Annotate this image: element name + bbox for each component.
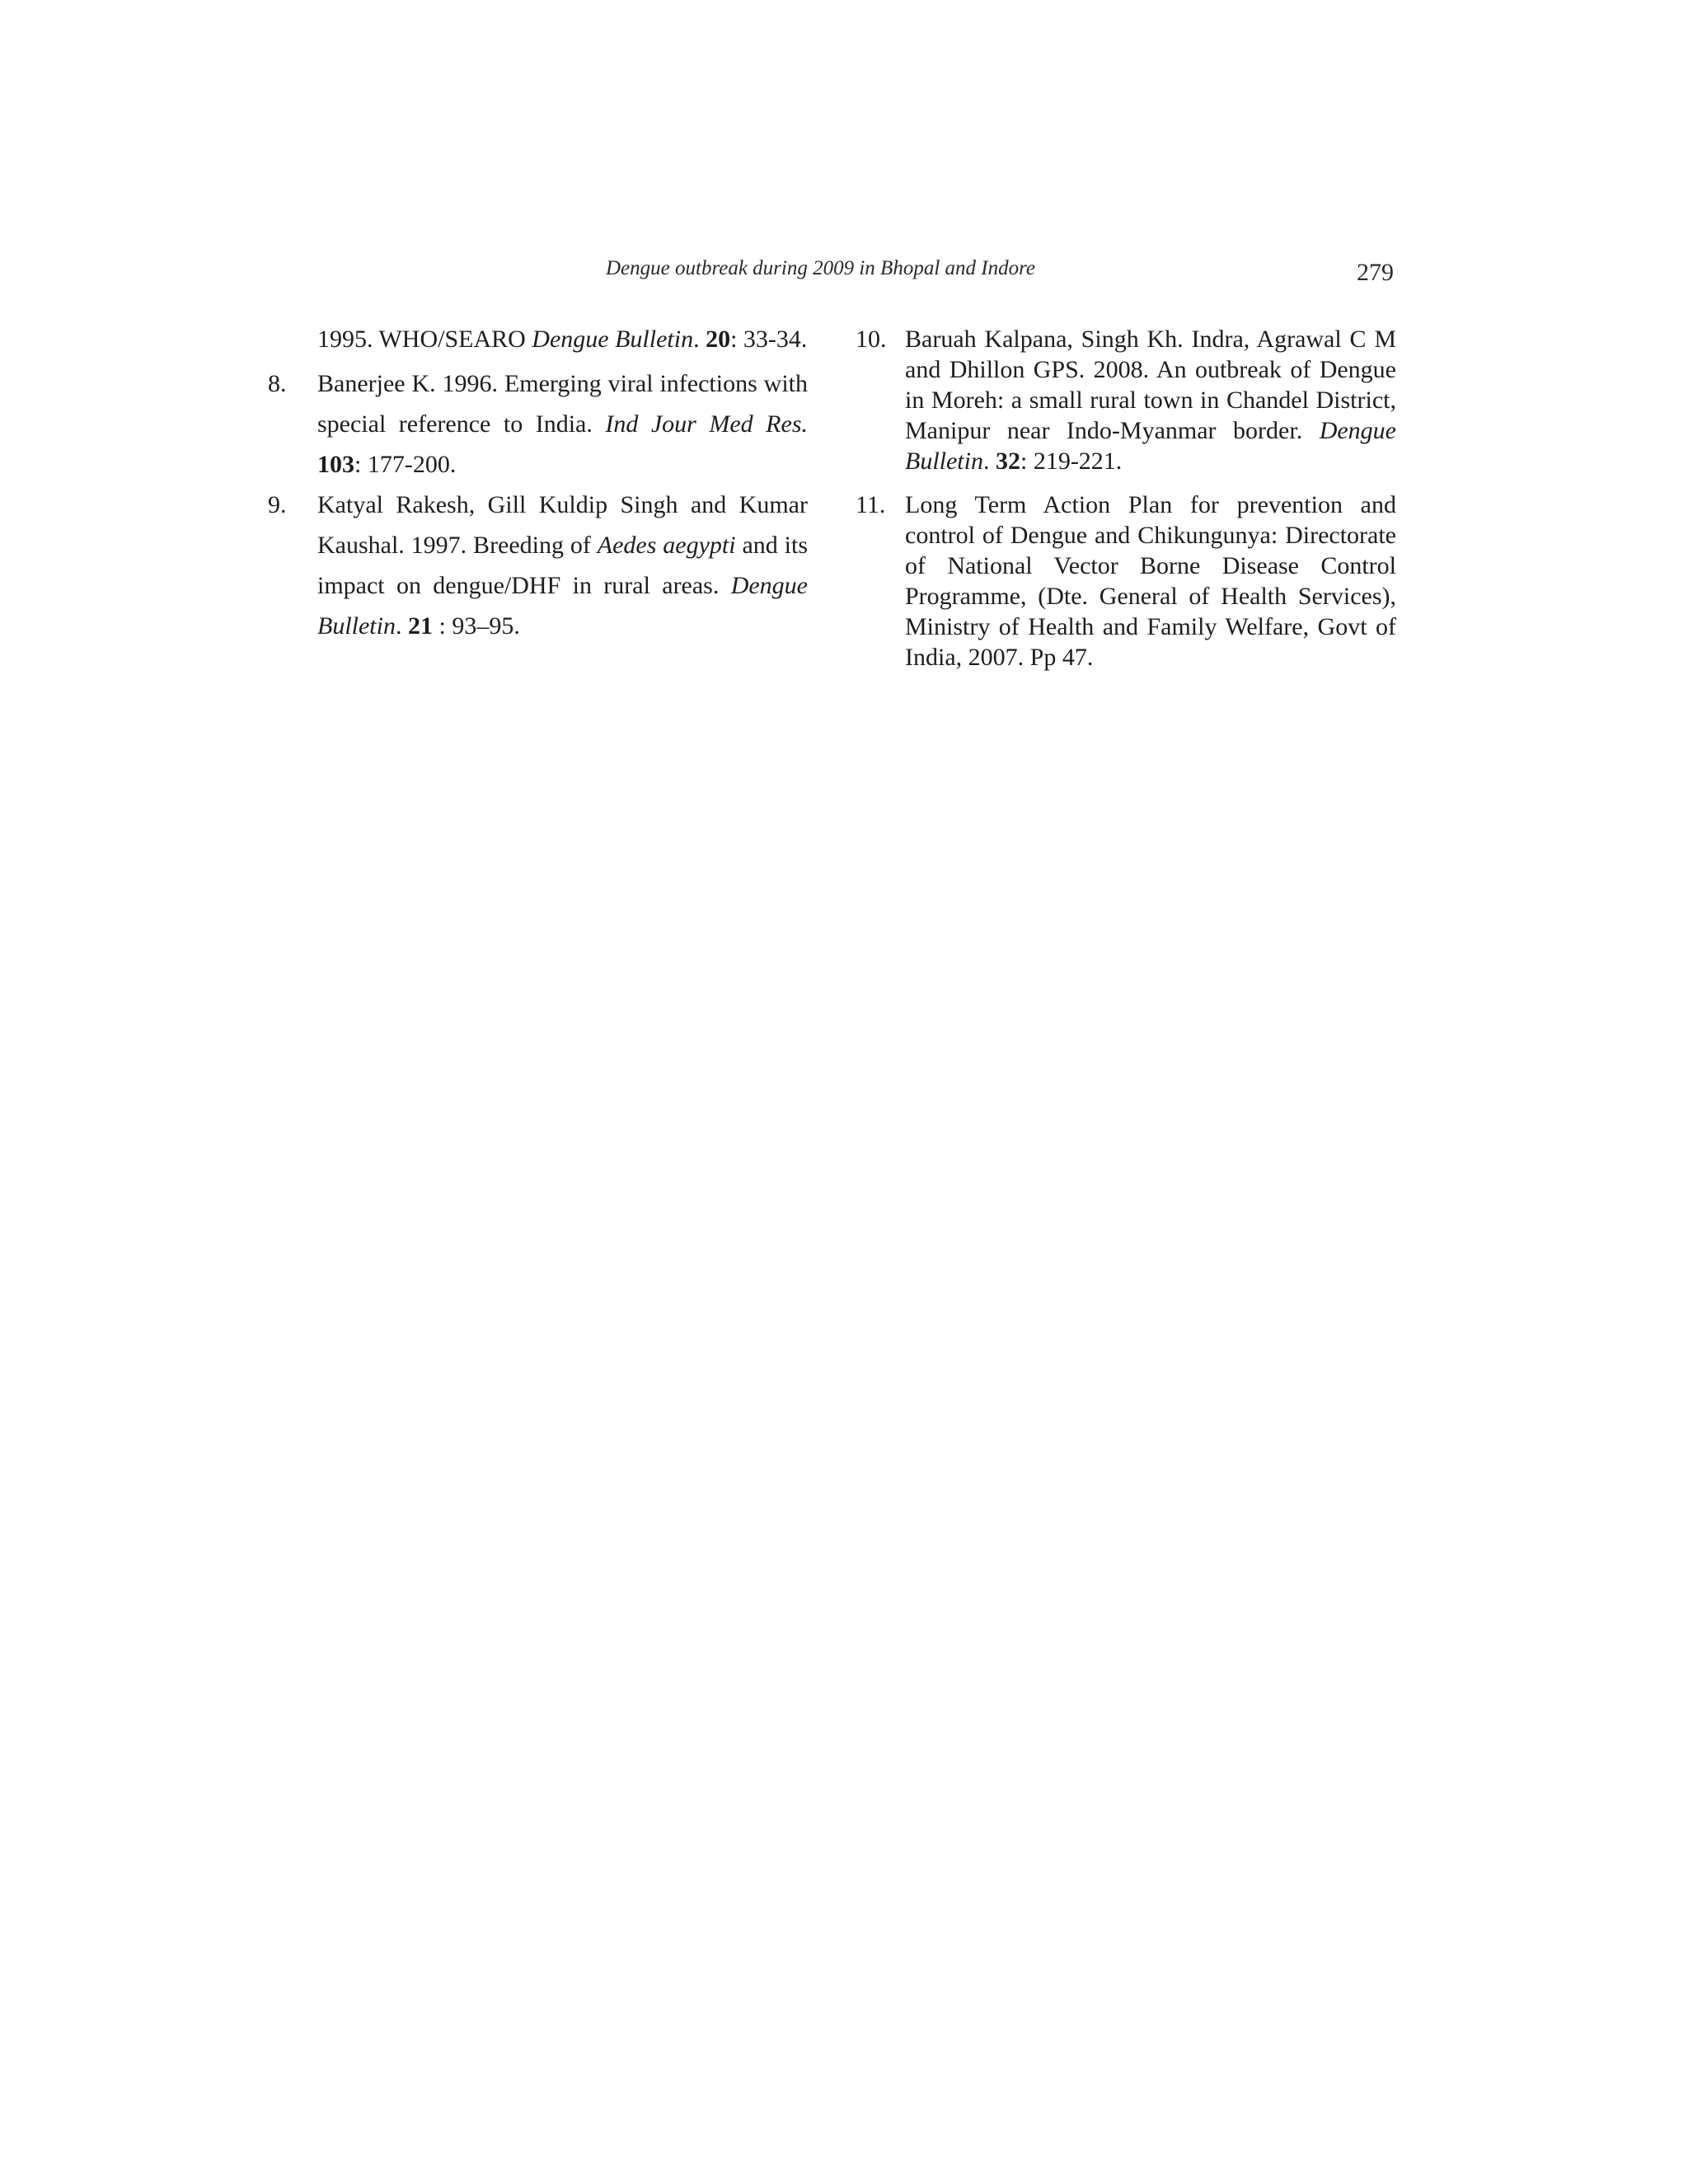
ref11-text: Long Term Action Plan for prevention and control of Dengue and Chikungunya: Directorate of National Vector Borne Disease Control Programme, (Dte. General of Health Services), Ministry of Health and Family Welfare, Govt of India, 2007. Pp 47.	[905, 491, 1396, 671]
ref7-pages: : 33-34.	[730, 326, 808, 353]
ref8-volume: 103	[317, 451, 354, 478]
ref9-text-a: Katyal Rakesh, Gill Kuldip Singh and Kumar Kaushal. 1997. Breeding of	[317, 491, 808, 559]
ref8-pages: : 177-200.	[354, 451, 457, 478]
ref8-journal: Ind Jour Med Res.	[605, 410, 808, 438]
ref10-text: Baruah Kalpana, Singh Kh. Indra, Agrawal C M and Dhillon GPS. 2008. An outbreak of Dengue in Moreh: a small rural town in Chandel District, Manipur near Indo-Myanmar border.	[905, 326, 1396, 444]
ref10-sep: .	[982, 448, 996, 475]
reference-7-continuation	[268, 324, 808, 354]
ref11-number: 11.	[856, 491, 886, 518]
right-column	[856, 324, 1396, 673]
reference-11	[856, 490, 1396, 673]
page-number: 279	[1357, 259, 1394, 286]
ref10-volume: 32	[995, 448, 1020, 475]
ref10-journal: Dengue Bulletin	[905, 417, 1396, 475]
ref8-number: 8.	[268, 370, 287, 397]
ref9-volume: 21	[407, 612, 433, 640]
ref7-text: 1995. WHO/SEARO	[317, 326, 532, 353]
ref9-pages: : 93–95.	[432, 612, 520, 640]
ref7-journal: Dengue Bulletin	[532, 326, 694, 353]
ref7-volume: 20	[706, 326, 731, 353]
ref9-text-b: and its impact on dengue/DHF in rural areas.	[317, 532, 808, 599]
running-title: Dengue outbreak during 2009 in Bhopal and Indore	[606, 257, 1035, 279]
reference-8	[268, 363, 808, 485]
ref9-sep: .	[395, 612, 408, 640]
reference-9	[268, 485, 808, 646]
ref10-number: 10.	[856, 326, 887, 353]
ref8-text: Banerjee K. 1996. Emerging viral infections with special reference to India.	[317, 370, 808, 438]
ref10-pages: : 219-221.	[1020, 448, 1123, 475]
ref9-number: 9.	[268, 491, 287, 518]
ref9-species: Aedes aegypti	[597, 532, 736, 559]
left-column	[268, 324, 808, 646]
ref9-journal: Dengue Bulletin	[317, 572, 808, 640]
reference-10	[856, 324, 1396, 476]
ref7-sep: .	[693, 326, 706, 353]
